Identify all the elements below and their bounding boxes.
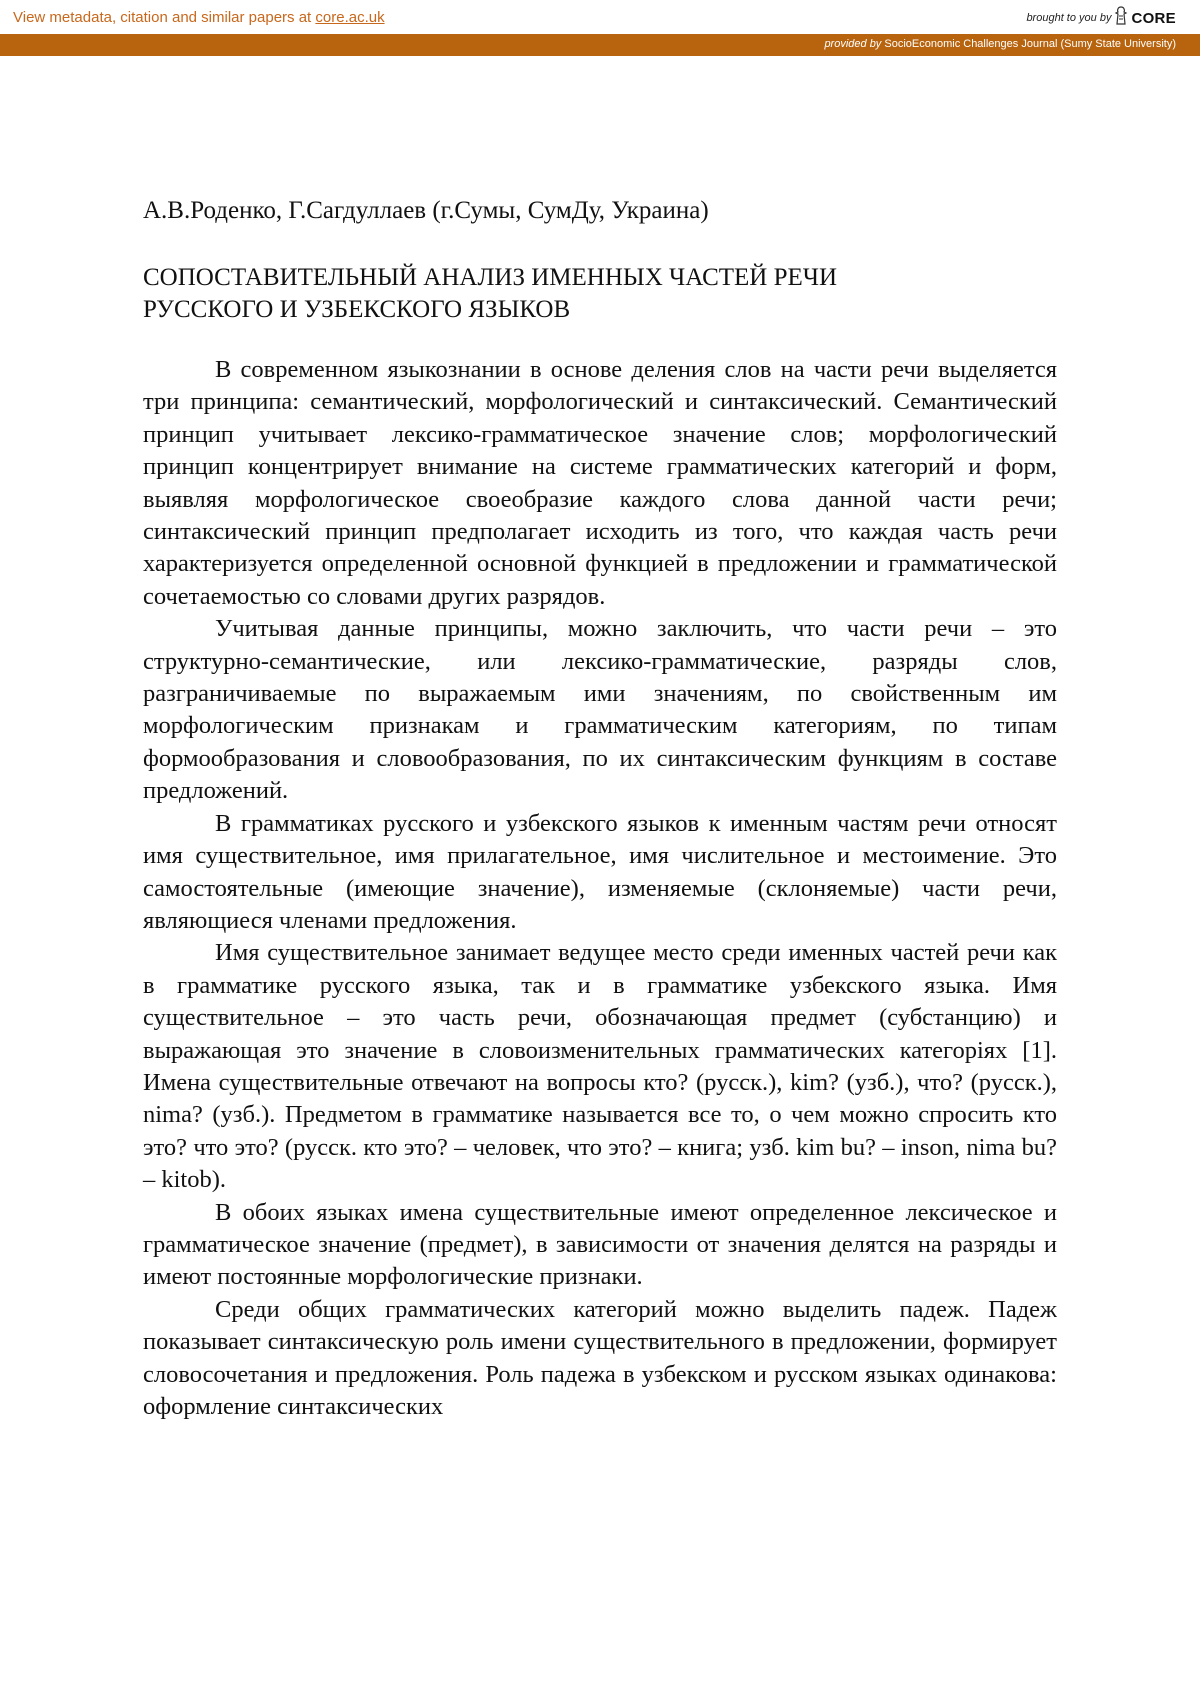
paper-title-line: СОПОСТАВИТЕЛЬНЫЙ АНАЛИЗ ИМЕННЫХ ЧАСТЕЙ РЕЧИ [143, 264, 838, 291]
core-header-bar [0, 0, 1200, 56]
core-top-strip [0, 0, 1200, 34]
provided-by-prefix: provided by [824, 38, 882, 50]
paragraph: В обоих языках имена существительные имеют определенное лексическое и грамматическое значение (предмет), в зависимости от значения делятся на разряды и имеют постоянные морфологические признаки. [143, 1198, 1057, 1291]
paragraph: Среди общих грамматических категорий можно выделить падеж. Падеж показывает синтаксическую роль имени существительного в предложении, формирует словосочетания и предложения. Роль падежа в узбекском и русском языках одинакова: оформление синтаксических [143, 1295, 1057, 1420]
core-url-link[interactable]: core.ac.uk [315, 9, 385, 26]
paragraph: В современном языкознании в основе деления слов на части речи выделяется три принципа: семантический, морфологический и синтаксический. Семантический принцип учитывает лексико-грамматическое значение слов; морфологический принцип концентрирует внимание на системе грамматических категорий и форм, выявляя морфологическое своеобразие каждого слова данной части речи; синтаксический принцип предполагает исходить из того, что каждая часть речи характеризуется определенной основной функцией в предложении и грамматической сочетаемостью со словами других разрядов. [143, 356, 1057, 610]
provided-by-text [824, 38, 1176, 50]
brought-to-you-text: brought to you by [1026, 12, 1112, 24]
paper-title-line: РУССКОГО И УЗБЕКСКОГО ЯЗЫКОВ [143, 296, 571, 323]
paragraph: Учитывая данные принципы, можно заключить, что части речи – это структурно-семантические, или лексико-грамматические, разряды слов, разграничиваемые по выражаемым ими значениям, по свойственным им морфологическим признакам и грамматическим категориям, по типам формообразования и словообразования, по их синтаксическим функциям в составе предложений. [143, 615, 1057, 805]
metadata-link-text[interactable]: View metadata, citation and similar papers at [13, 9, 316, 26]
paper-page [143, 196, 1057, 1423]
paragraph: Имя существительное занимает ведущее место среди именных частей речи как в грамматике русского языка, так и в грамматике узбекского языка. Имя существительное – это часть речи, обозначающая предмет (субстанцию) и выражающая это значение в словоизменительных грамматических категоріях [1]. Имена существительные отвечают на вопросы кто? (русск.), kim? (узб.), что? (русск.), nima? (узб.). Предметом в грамматике называется все то, о чем можно спросить кто это? что это? (русск. кто это? – человек, что это? – книга; узб. kim bu? – inson, nima bu? – kitob). [143, 939, 1057, 1194]
provided-by-source: SocioEconomic Challenges Journal (Sumy State University) [884, 38, 1176, 50]
paper-title [143, 262, 1057, 326]
metadata-link[interactable] [13, 9, 385, 26]
core-brand-name[interactable]: CORE [1131, 9, 1176, 27]
paper-authors: А.В.Роденко, Г.Сагдуллаев (г.Сумы, СумДу, Украина) [143, 197, 709, 224]
core-brand[interactable] [1026, 5, 1176, 31]
paragraph: В грамматиках русского и узбекского языков к именным частям речи относят имя существительное, имя прилагательное, имя числительное и местоимение. Это самостоятельные (имеющие значение), изменяемые (склоняемые) части речи, являющиеся членами предложения. [143, 809, 1057, 934]
paper-body [143, 354, 1057, 1423]
provided-by-band [0, 34, 1200, 56]
core-logo-icon [1114, 6, 1128, 31]
